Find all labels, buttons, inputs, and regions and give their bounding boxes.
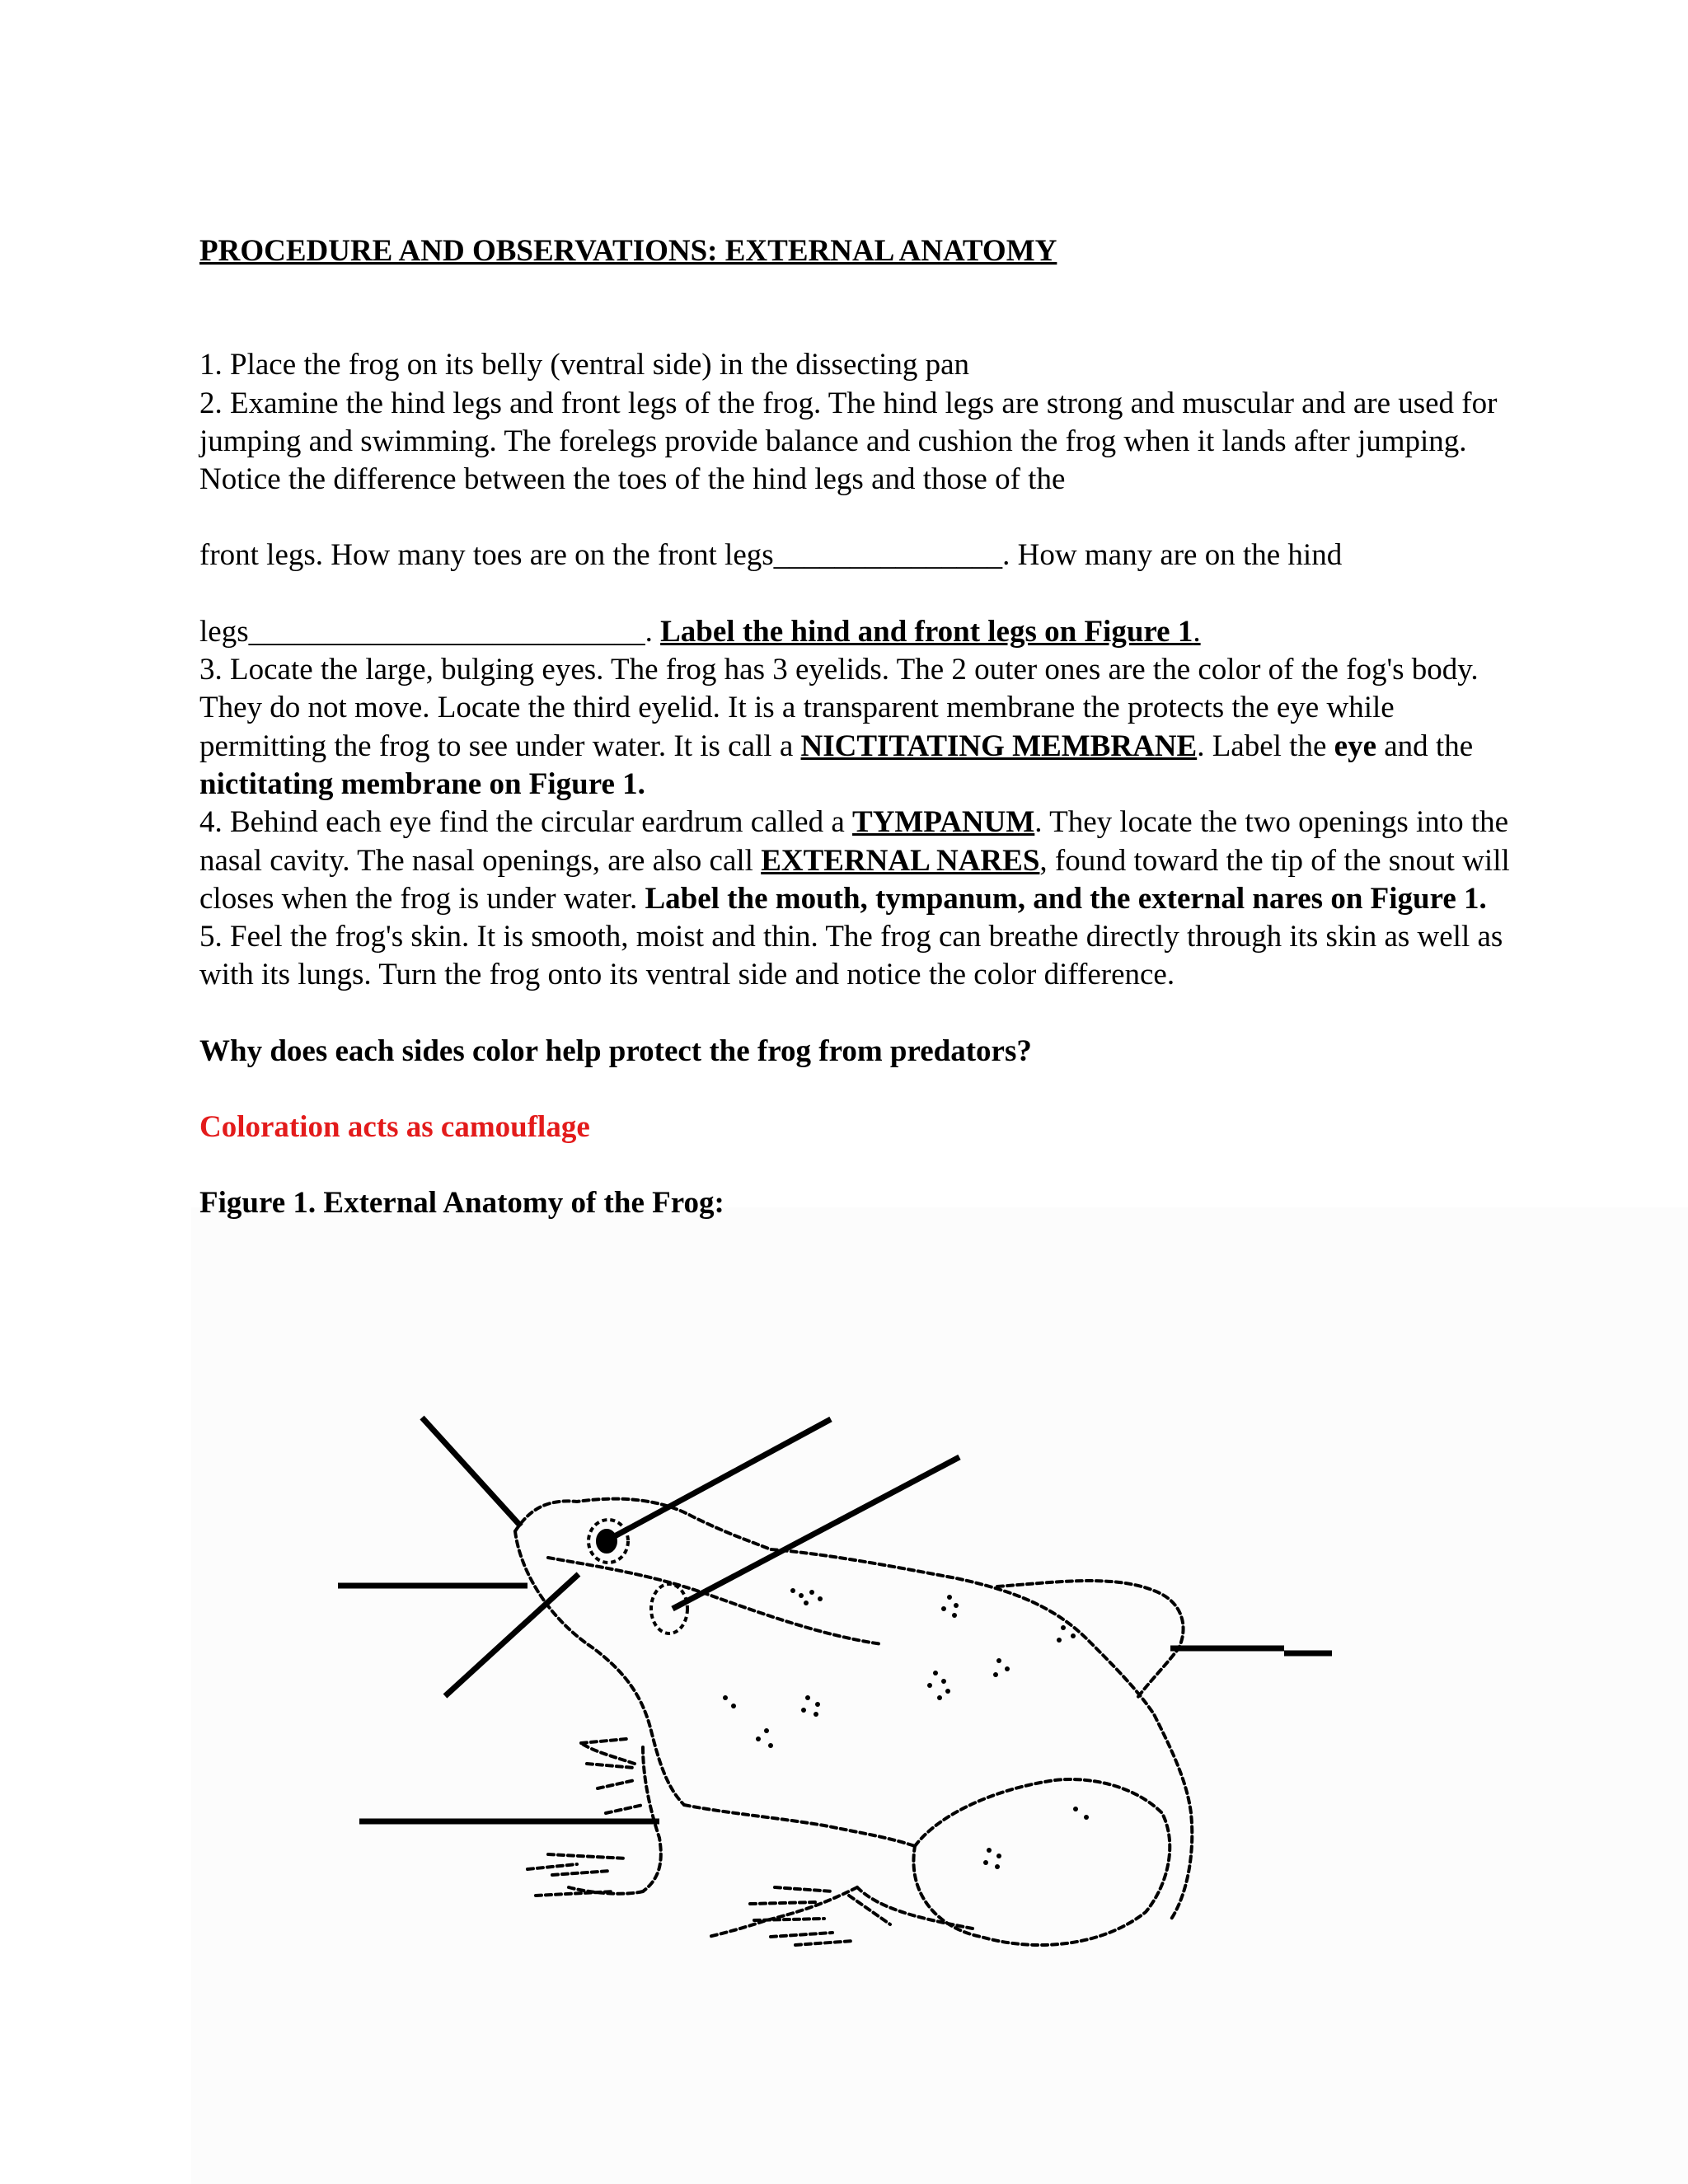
skin-spots bbox=[723, 1588, 1089, 1869]
term-tympanum: TYMPANUM bbox=[852, 805, 1035, 840]
term-external-nares: EXTERNAL NARES bbox=[761, 843, 1040, 878]
frog-outline bbox=[515, 1499, 1192, 1945]
step-2-question-2: legs__________________________. Label the hind and front legs on Figure 1. bbox=[199, 614, 1201, 649]
page-heading: PROCEDURE AND OBSERVATIONS: EXTERNAL ANATOMY bbox=[199, 234, 1057, 268]
step-3: 3. Locate the large, bulging eyes. The frog has 3 eyelids. The 2 outer ones are the color of the fog's body. They do not move. Locate the third eyelid. It is a transparent membrane the protects the eye while permitting the frog to see under water. It is call a NICTITATING MEMBRANE. Label the eye and the nictitating membrane on Figure 1. bbox=[199, 653, 1479, 801]
step-4: 4. Behind each eye find the circular eardrum called a TYMPANUM. They locate the two openings into the nasal cavity. The nasal openings, are also call EXTERNAL NARES, found toward the tip of the snout will closes when the frog is under water. Label the mouth, tympanum, and the external nares on Figure 1. bbox=[199, 805, 1510, 916]
label-instruction-eye: nictitating membrane on Figure 1. bbox=[199, 766, 645, 801]
figure-caption: Figure 1. External Anatomy of the Frog: bbox=[199, 1186, 724, 1221]
label-line-eye bbox=[612, 1419, 831, 1538]
step-5: 5. Feel the frog's skin. It is smooth, moist and thin. The frog can breathe directly through its skin as well as with its lungs. Turn the frog onto its ventral side and notice the color difference. bbox=[199, 920, 1503, 992]
answer-blank-hind-legs[interactable]: __________________________ bbox=[248, 614, 645, 649]
term-nictitating-membrane: NICTITATING MEMBRANE bbox=[800, 729, 1198, 763]
label-instruction-mouth: Label the mouth, tympanum, and the external nares on Figure 1. bbox=[645, 881, 1487, 916]
label-instruction-legs: Label the hind and front legs on Figure 1 bbox=[660, 614, 1193, 649]
label-line-nostril bbox=[422, 1418, 521, 1526]
step-2-text: 2. Examine the hind legs and front legs of the frog. The hind legs are strong and muscular and are used for jumping and swimming. The forelegs provide balance and cushion the frog when it lands after jumping. Notice the difference between the toes of the hind legs and those of the bbox=[199, 386, 1498, 497]
answer-text: Coloration acts as camouflage bbox=[199, 1110, 590, 1145]
step-2-question-1: front legs. How many toes are on the front legs_______________. How many are on the hind bbox=[199, 538, 1343, 573]
step-1: 1. Place the frog on its belly (ventral side) in the dissecting pan bbox=[199, 348, 970, 382]
answer-blank-front-legs[interactable]: _______________ bbox=[773, 538, 1003, 573]
question-color: Why does each sides color help protect the frog from predators? bbox=[199, 1033, 1032, 1068]
frog-eyes bbox=[588, 1520, 687, 1633]
label-line-membrane bbox=[445, 1574, 579, 1696]
